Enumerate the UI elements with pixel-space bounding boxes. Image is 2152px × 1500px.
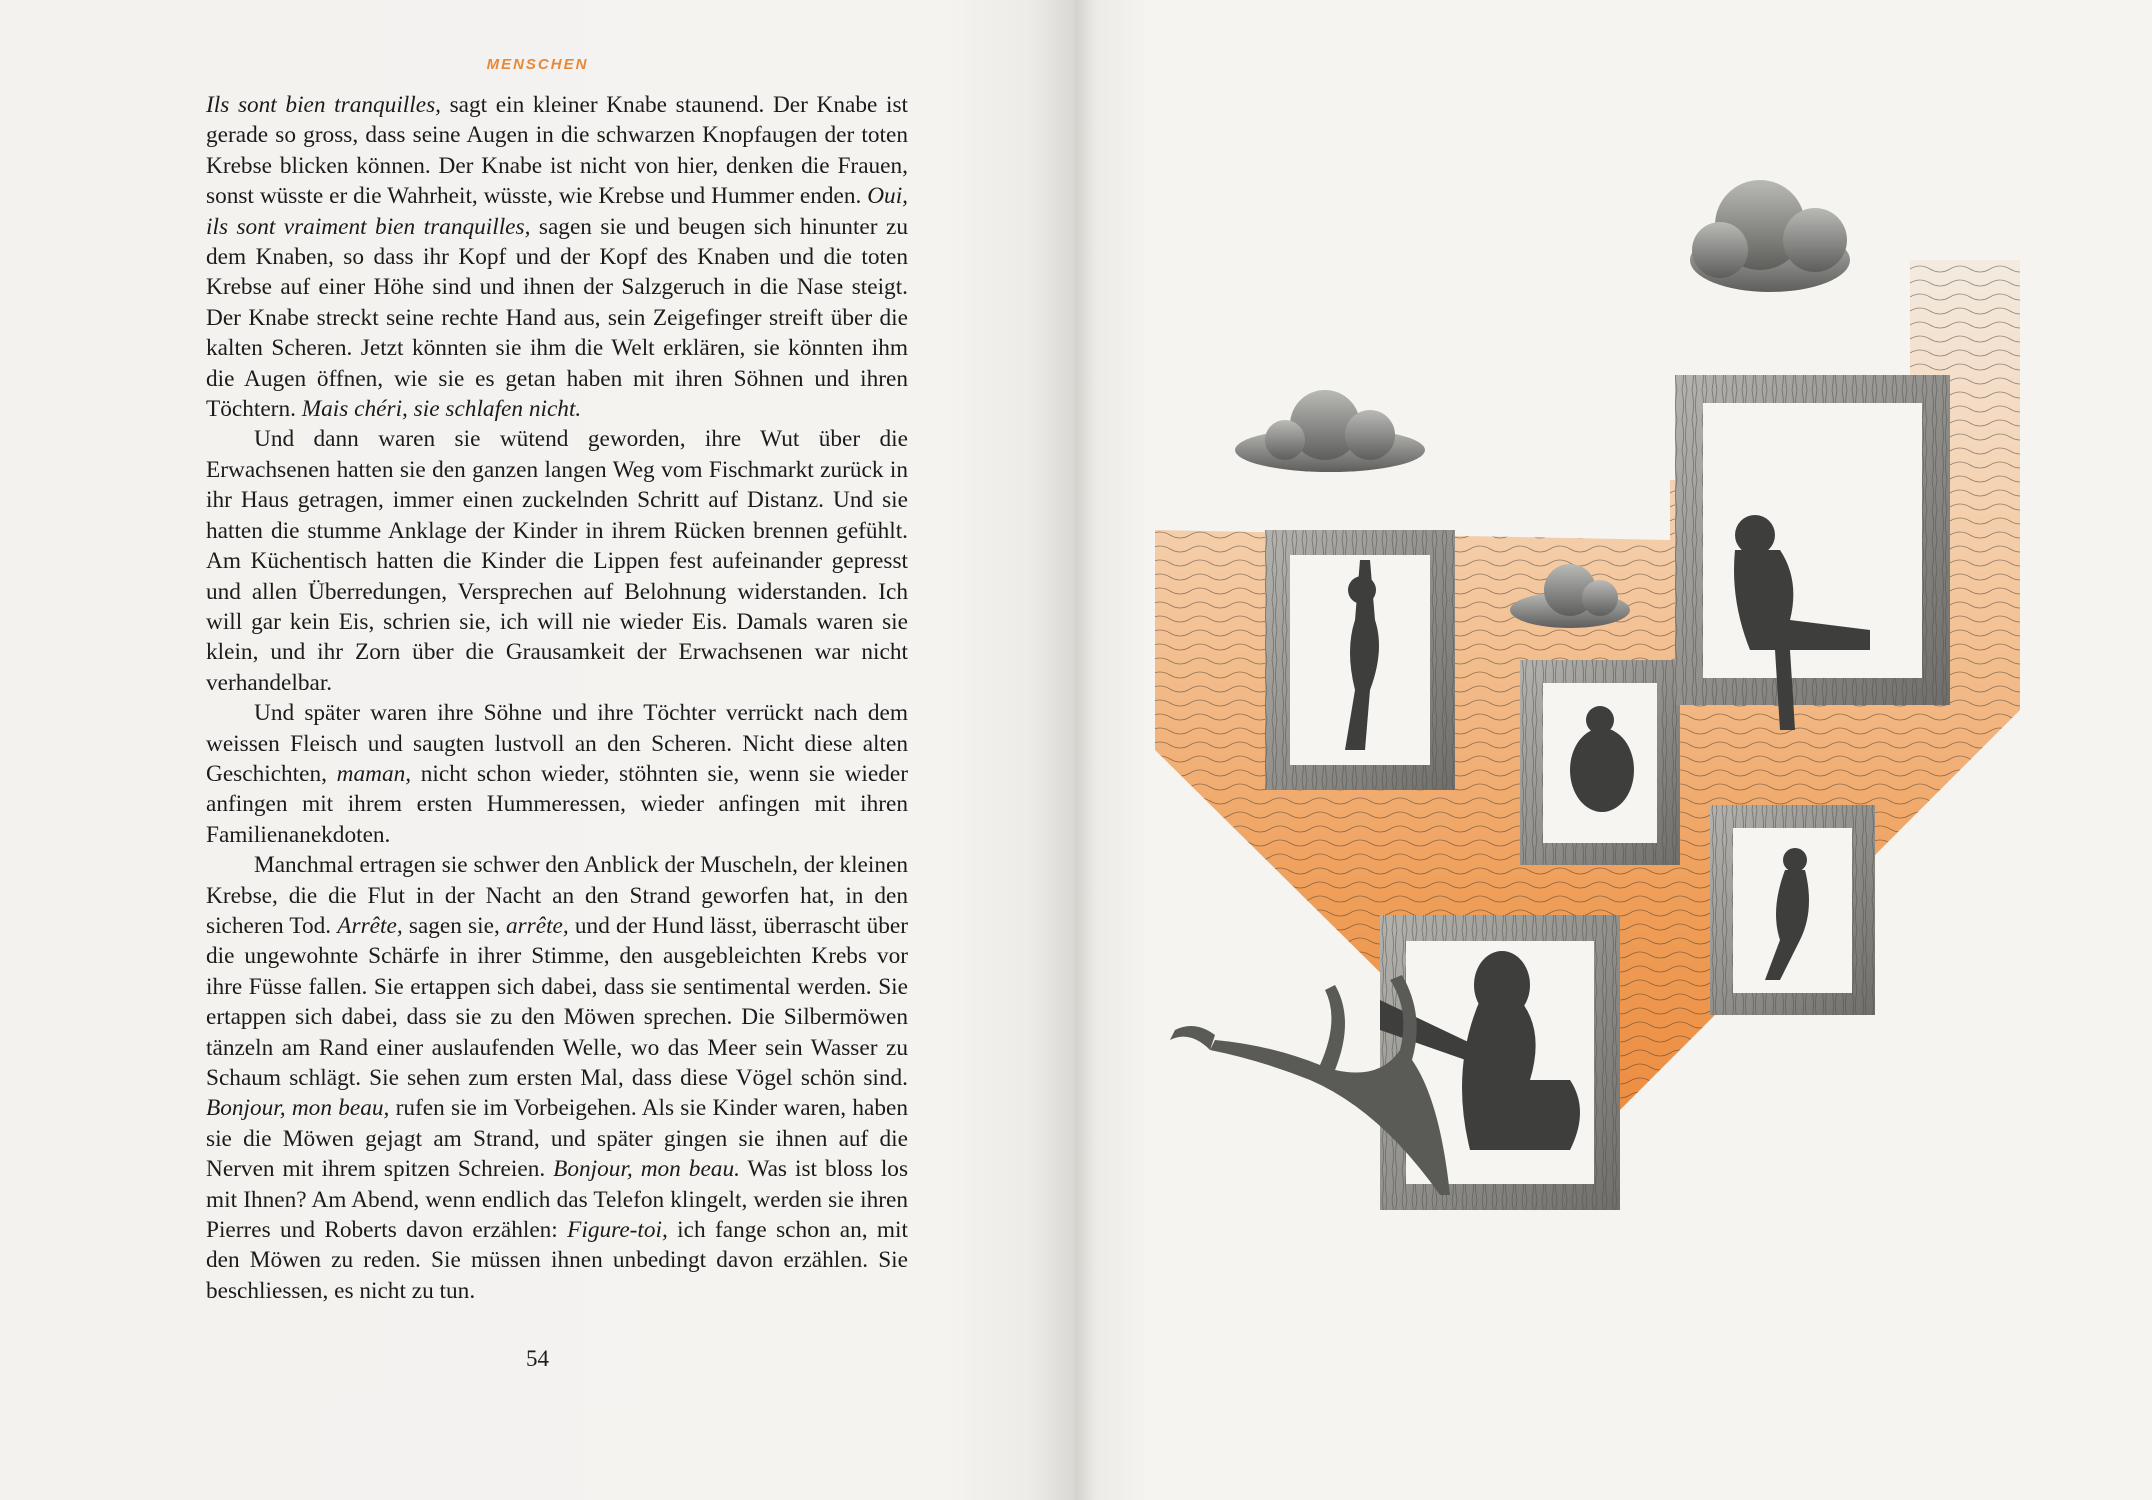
text-run: Und später waren ihre Söhne und ihre Töchter verrückt nach dem weissen Fleisch und saugten lustvoll an den Scheren. Nicht diese alten Geschichten, [206,700,908,787]
paragraph [206,698,908,850]
italic-phrase: Ils sont bien tranquilles, [206,92,441,118]
text-run: und der Hund lässt, überrascht über die ungewohnte Schärfe in ihrer Stimme, den ausgebleichten Krebs vor ihre Füsse fallen. Sie ertappen sich dabei, dass sie sentimental werden. Sie ertappen sich dabei, dass sie zu den Möwen sprechen. Die Silbermöwen tänzeln am Rand einer auslaufenden Welle, wo das Meer sein Wasser zu Schaum schlägt. Sie sehen zum ersten Mal, dass diese Vögel schön sind. [206,912,908,1091]
body-text [206,90,908,1306]
text-run: sagen sie, [402,912,506,939]
cloud-icon [1690,180,1850,292]
italic-phrase: Figure-toi, [567,1217,668,1244]
italic-phrase: maman, [336,760,412,787]
italic-phrase: Oui, ils sont vraiment bien tranquilles, [206,183,908,240]
text-run: nicht schon wieder, stöhnten sie, wenn sie wieder anfingen mit ihrem ersten Hummeressen, wieder anfingen mit ihren Familienanekdoten. [206,760,908,848]
illustration [1150,150,2070,1260]
text-run: rufen sie im Vorbeigehen. Als sie Kinder waren, haben sie die Möwen gejagt am Strand, und später gingen sie ihnen auf die Nerven mit ihrem spitzen Schreien. [206,1095,909,1183]
frame-sitting-figure [1675,375,1950,730]
frame-leaping-figure [1710,805,1875,1015]
text-run: Manchmal ertragen sie schwer den Anblick der Muscheln, der kleinen Krebse, die die Flut in der Nacht an den Strand geworfen hat, in den sicheren Tod. [206,852,908,939]
text-run: sagen sie und beugen sich hinunter zu dem Knaben, so dass ihr Kopf und der Kopf des Knaben und die toten Krebse auf einer Höhe sind und ihnen der Salzgeruch in die Nase steigt. Der Knabe streckt seine rechte Hand aus, sein Zeigefinger streift über die kalten Scheren. Jetzt könnten sie ihm die Welt erklären, sie könnten ihm die Augen öffnen, wie sie es getan haben mit ihren Söhnen und ihren Töchtern. [206,213,908,423]
frame-large-sitting-figure [1380,915,1620,1210]
frame-hanging-figure [1265,530,1455,790]
frame-crouching-figure [1520,660,1680,865]
text-run: Was ist bloss los mit Ihnen? Am Abend, wenn endlich das Telefon klingelt, werden sie ihren Pierres und Roberts davon erzählen: [206,1156,909,1244]
text-run: Und dann waren sie wütend geworden, ihre Wut über die Erwachsenen hatten sie den ganzen langen Weg vom Fischmarkt zurück in ihr Haus getragen, immer einen zuckelnden Schritt auf Distanz. Und sie hatten die stumme Anklage der Kinder in ihrem Rücken brennen gefühlt. Am Küchentisch hatten die Kinder die Lippen fest aufeinander gepresst und allen Überredungen, Versprechen auf Belohnung widerstanden. Ich will gar kein Eis, schrien sie, ich will nie wieder Eis. Damals waren sie klein, und ihr Zorn über die Grausamkeit der Erwachsenen war nicht verhandelbar. [206,426,908,696]
italic-phrase: arrête, [505,912,569,939]
paragraph [206,850,908,1306]
italic-phrase: Arrête, [337,912,403,939]
page-number: 54 [526,1346,549,1371]
paragraph [206,424,908,698]
text-run: ich fange schon an, mit den Möwen zu reden. Sie müssen ihnen unbedingt davon erzählen. Sie beschliessen, es nicht zu tun. [206,1217,908,1304]
paragraph [206,90,908,424]
running-head: MENSCHEN [486,56,589,73]
italic-phrase: Mais chéri, sie schlafen nicht. [301,396,582,423]
italic-phrase: Bonjour, mon beau, [206,1095,390,1122]
text-run: sagt ein kleiner Knabe staunend. Der Knabe ist gerade so gross, dass seine Augen in die schwarzen Knopfaugen der toten Krebse blicken können. Der Knabe ist nicht von hier, denken die Frauen, sonst wüsste er die Wahrheit, wüsste, wie Krebse und Hummer enden. [206,92,908,210]
left-page [0,0,1075,1500]
cloud-icon [1235,390,1425,472]
italic-phrase: Bonjour, mon beau. [553,1156,740,1183]
